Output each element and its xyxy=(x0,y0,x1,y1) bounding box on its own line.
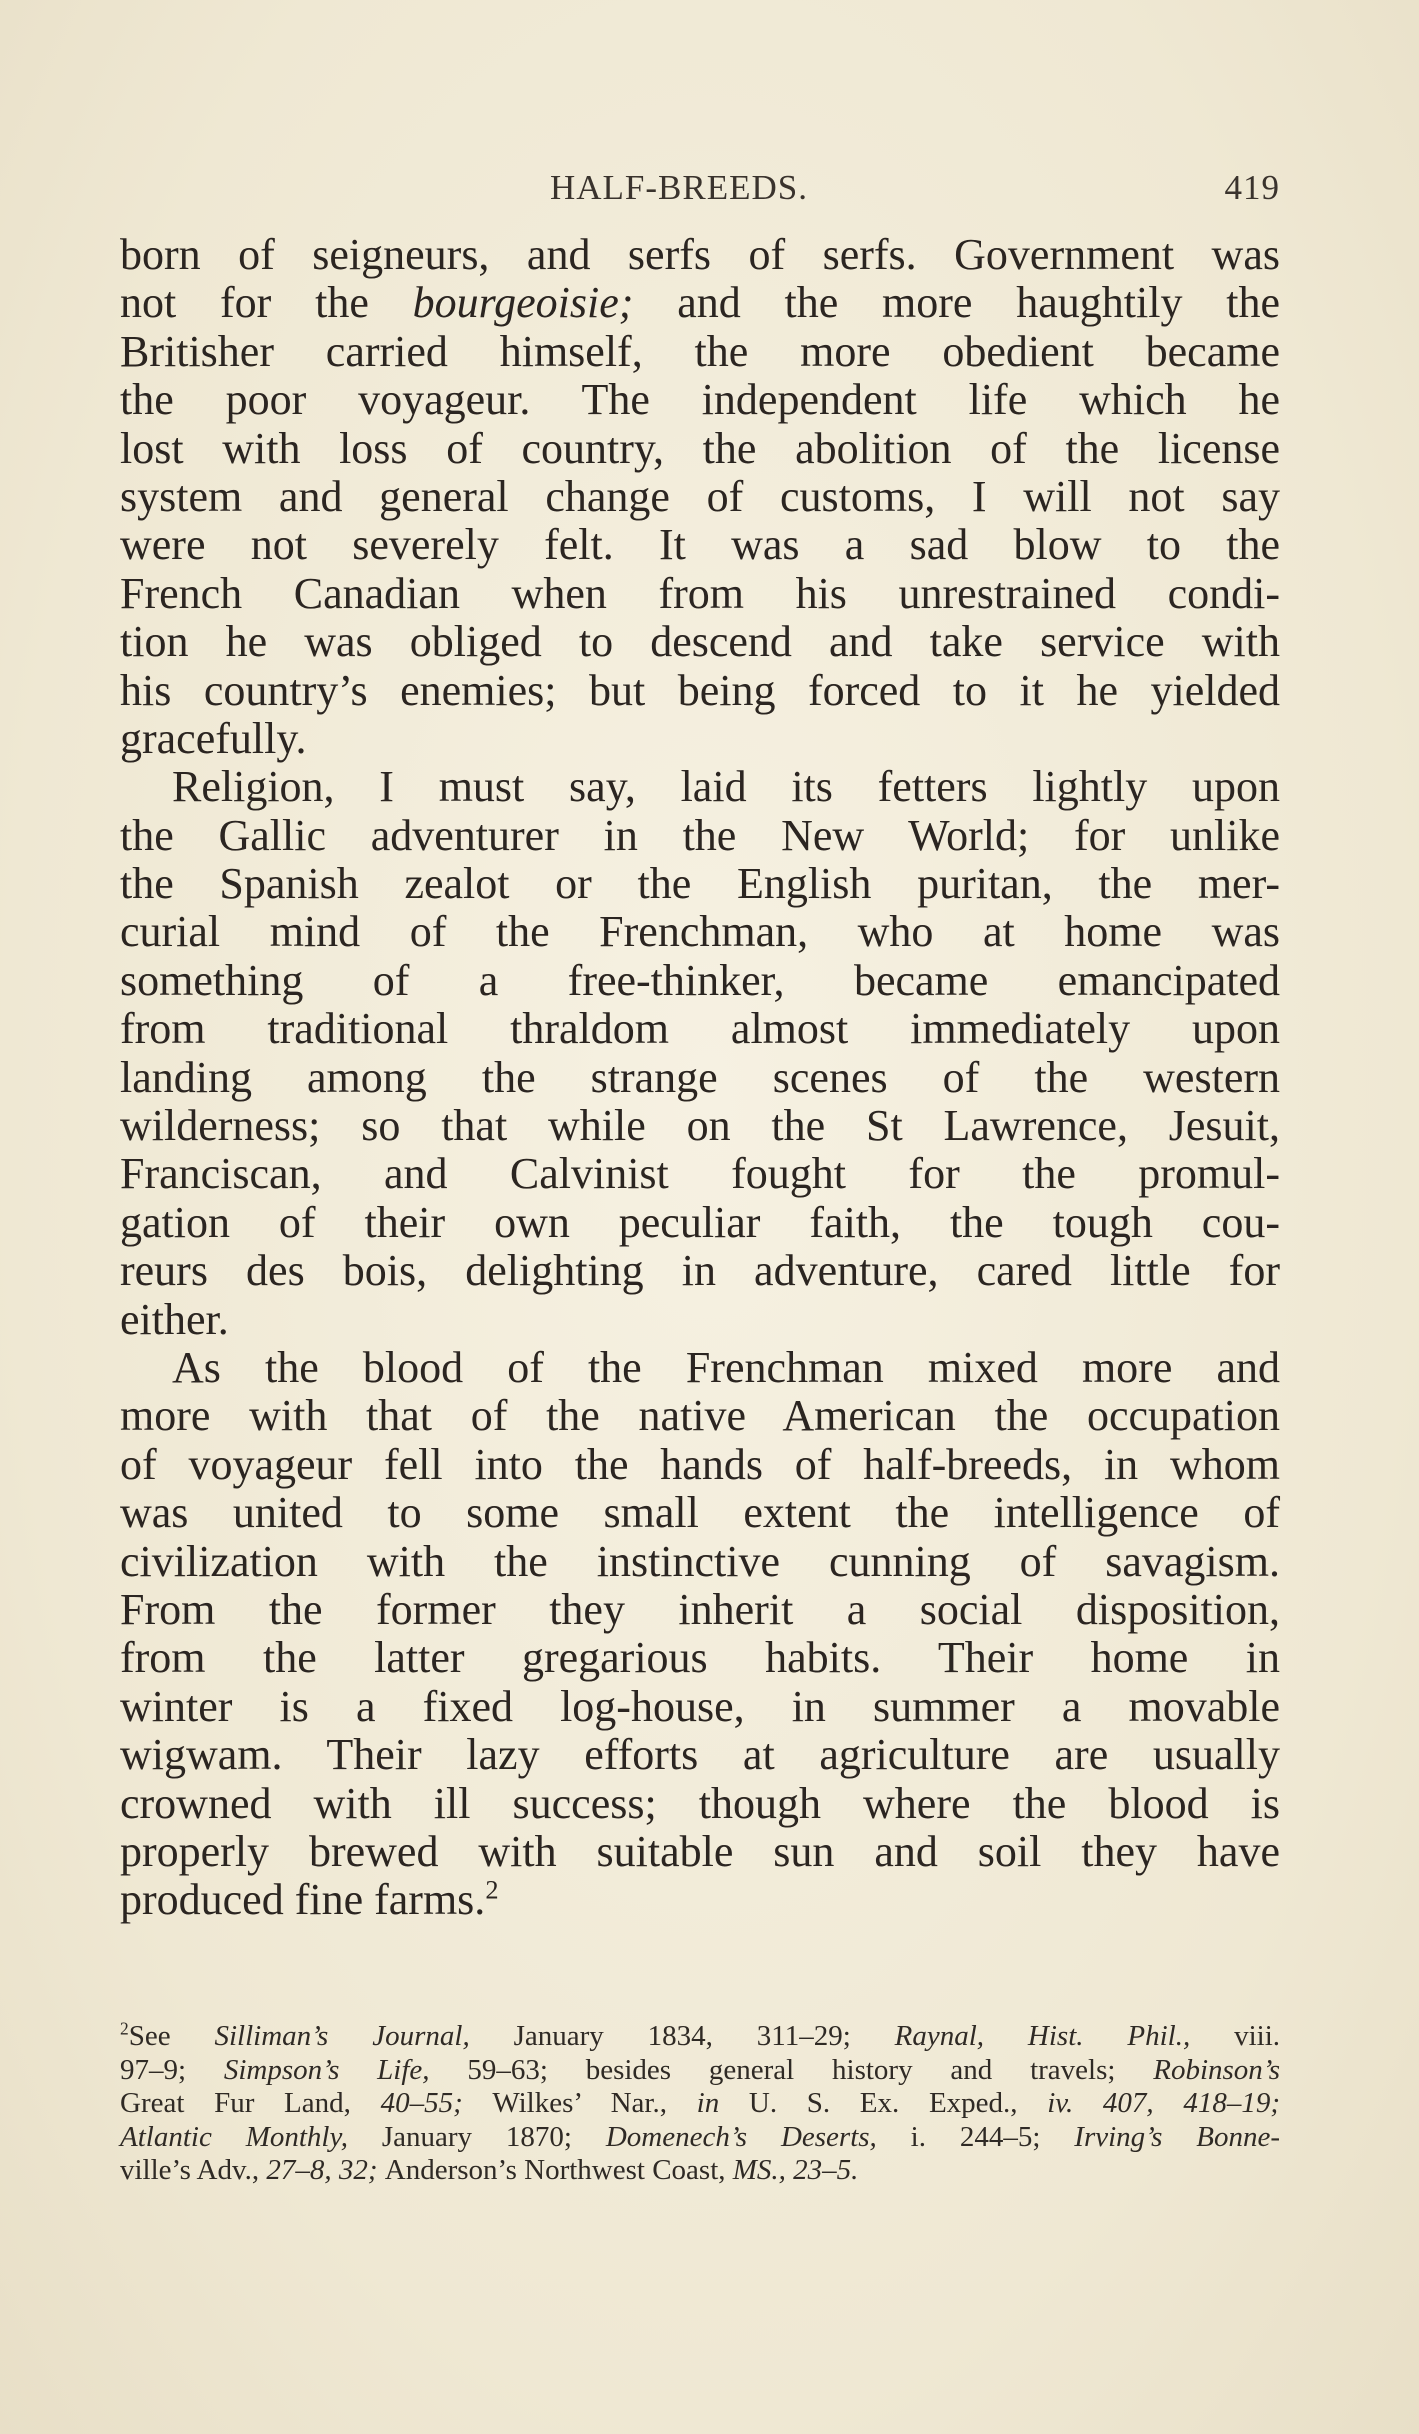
footnote-marker: 2 xyxy=(120,2018,129,2039)
text-line: gracefully. xyxy=(120,713,307,763)
footnote-reference: 2 xyxy=(485,1874,499,1905)
text-line: produced fine farms.$^2$ xyxy=(120,1874,499,1925)
text-line: civilization with the instinctive cunning of savagism. xyxy=(120,1536,1280,1586)
text-line: reurs des bois, delighting in adventure, cared little for xyxy=(120,1246,1280,1296)
text-line: the poor voyageur. The independent life which he xyxy=(120,375,1280,425)
text-line: more with that of the native American the occupation xyxy=(120,1391,1280,1441)
text-line: system and general change of customs, I will not say xyxy=(120,471,1280,521)
text-line: properly brewed with suitable sun and soil they have xyxy=(120,1826,1280,1876)
text-line: his country’s enemies; but being forced to it he yielded xyxy=(120,665,1280,715)
text-line: the Spanish zealot or the English puritan, the mer- xyxy=(120,859,1280,909)
text-line: tion he was obliged to descend and take service with xyxy=(120,617,1280,667)
text-line: Franciscan, and Calvinist fought for the promul- xyxy=(120,1149,1280,1199)
text-line: were not severely felt. It was a sad blow to the xyxy=(120,520,1280,570)
footnote-line: 97–9; Simpson’s Life, 59–63; besides general history and travels; Robinson’s xyxy=(120,2053,1281,2086)
text-line: winter is a fixed log-house, in summer a movable xyxy=(120,1681,1280,1731)
text-line: wigwam. Their lazy efforts at agriculture are usually xyxy=(120,1730,1280,1780)
text-line: curial mind of the Frenchman, who at home was xyxy=(120,907,1280,957)
text-line: born of seigneurs, and serfs of serfs. Government was xyxy=(120,230,1280,279)
text-line: not for the bourgeoisie; and the more haughtily the xyxy=(120,278,1280,328)
text-line: either. xyxy=(120,1294,229,1344)
text-line: something of a free-thinker, became emancipated xyxy=(120,955,1280,1005)
text-line: wilderness; so that while on the St Lawrence, Jesuit, xyxy=(120,1101,1280,1151)
text-line: of voyageur fell into the hands of half-breeds, in whom xyxy=(120,1439,1280,1489)
body-text xyxy=(120,231,1280,1925)
text-line: the Gallic adventurer in the New World; for unlike xyxy=(120,810,1280,860)
text-line: from traditional thraldom almost immediately upon xyxy=(120,1004,1280,1054)
running-head xyxy=(120,168,1280,210)
footnote-line: ville’s Adv., 27–8, 32; Anderson’s Northwest Coast, MS., 23–5. xyxy=(120,2154,859,2186)
text-line: As the blood of the Frenchman mixed more and xyxy=(172,1342,1280,1392)
footnote xyxy=(120,2018,1281,2188)
footnote-line: Great Fur Land, 40–55; Wilkes’ Nar., in U. S. Ex. Exped., iv. 407, 418–19; xyxy=(120,2087,1280,2119)
footnote-line: $^2$See Silliman’s Journal, January 1834, 311–29; Raynal, Hist. Phil., viii. xyxy=(120,2018,1281,2052)
text-line: Religion, I must say, laid its fetters lightly upon xyxy=(172,762,1280,812)
text-line: was united to some small extent the intelligence of xyxy=(120,1488,1280,1538)
text-line: from the latter gregarious habits. Their home in xyxy=(120,1633,1280,1683)
footnote-line: Atlantic Monthly, January 1870; Domenech’s Deserts, i. 244–5; Irving’s Bonne- xyxy=(120,2120,1280,2153)
text-line: gation of their own peculiar faith, the tough cou- xyxy=(120,1197,1280,1247)
text-line: From the former they inherit a social disposition, xyxy=(120,1584,1280,1634)
running-title: HALF-BREEDS. xyxy=(550,168,808,207)
text-line: French Canadian when from his unrestrained condi- xyxy=(120,568,1280,618)
text-line: Britisher carried himself, the more obedient became xyxy=(120,326,1280,376)
text-line: landing among the strange scenes of the western xyxy=(120,1052,1280,1102)
text-line: lost with loss of country, the abolition of the license xyxy=(120,423,1280,473)
page-number: 419 xyxy=(1224,168,1280,207)
text-line: crowned with ill success; though where the blood is xyxy=(120,1778,1280,1828)
